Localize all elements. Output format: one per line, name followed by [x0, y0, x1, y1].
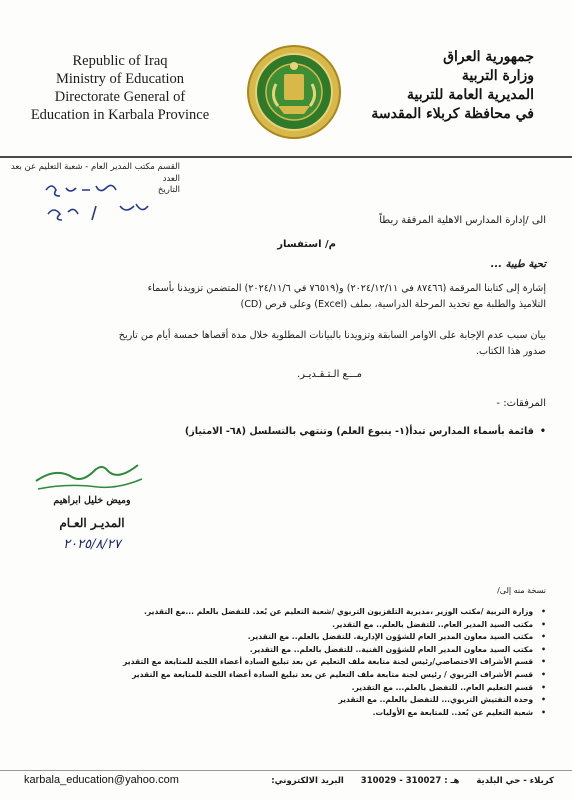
- footer-phone: هـ : 310027 - 310029: [360, 776, 460, 786]
- cc-item: • قسم الأشراف الاختصاصي/رئيس لجنة متابعة ملف التعليم عن بعد تبليغ السادة أعضاء اللجنة للمتابعة مع التقدير: [26, 656, 546, 669]
- cc-item: • وزارة التربية /مكتب الوزير ،مديرية التلفزيون التربوي /شعبة التعليم عن بُعد. للتفضل بالعلم ...مع التقدير.: [26, 606, 546, 619]
- letterhead-en-line: Ministry of Education: [55, 71, 185, 87]
- cc-item: • قسم التعليم العام.. للتفضل بالعلم... مع التقدير.: [26, 682, 546, 695]
- body-line: بيان سبب عدم الإجابة على الاوامر السابقة وتزويدنا بالبيانات المطلوبة خلال مدة أقصاها خمسة أيام من تاريخ: [118, 330, 546, 341]
- letterhead-ar-line: جمهورية العراق: [443, 49, 534, 65]
- cc-item: • قسم الأشراف التربوي / رئيس لجنة متابعة ملف التعليم عن بعد تبليغ السادة أعضاء اللجنة للمتابعة مع التقدير: [26, 669, 546, 682]
- header-divider: [0, 156, 572, 158]
- date-label: التاريخ: [157, 185, 180, 195]
- letterhead-en-line: Education in Karbala Province: [30, 107, 210, 123]
- cc-item: • شعبة التعليم عن بُعد.. للمتابعة مع الأوليات.: [26, 707, 546, 720]
- attachments-heading: المرفقات: -: [496, 398, 546, 409]
- body-paragraph-2: [26, 328, 546, 359]
- cc-heading: نسخة منه إلى/: [497, 586, 546, 595]
- footer-email-label: البريد الالكتروني:: [271, 776, 344, 786]
- signatory-name: وميض خليل ابراهيم: [53, 495, 131, 506]
- letterhead-ar-line: المديرية العامة للتربية: [406, 87, 534, 103]
- ministry-seal-icon: [246, 44, 342, 140]
- signature-block: [38, 490, 146, 556]
- closing-regards: مـــع الـتـقـديـر.: [297, 369, 362, 380]
- cc-item: • مكتب السيد معاون المدير العام للشؤون الإدارية. للتفضل بالعلم.. مع التقدير.: [26, 631, 546, 644]
- signatory-title: المديـر العـام: [59, 516, 125, 530]
- footer-address: كربلاء - حي البلدية: [476, 776, 554, 786]
- cc-item: • مكتب السيد معاون المدير العام للشؤون الفنية.. للتفضل بالعلم.. مع التقدير.: [26, 644, 546, 657]
- letterhead-english: [30, 52, 210, 124]
- number-label: العدد: [162, 173, 180, 184]
- body-line: صدور هذا الكتاب.: [475, 345, 546, 357]
- cc-item: • وحدة التفتيش التربوي... للتفضل بالعلم.. مع التقدير: [26, 694, 546, 707]
- cc-list: [26, 606, 546, 719]
- letterhead-ar-line: وزارة التربية: [461, 68, 534, 84]
- signature-date: ٢٠٢٥/٨/٢٧: [63, 537, 121, 552]
- recipient-line: الى /إدارة المدارس الاهلية المرفقة ربطاً: [379, 215, 546, 226]
- body-line: التلاميذ والطلبة مع تحديد المرحلة الدراسية، بملف (Excel) وعلى قرص (CD): [240, 298, 546, 310]
- signature-handwritten-icon: [30, 455, 150, 495]
- footer-contact: [257, 776, 554, 786]
- letterhead-ar-line: في محافظة كربلاء المقدسة: [371, 106, 534, 122]
- handwritten-reference-mark: [36, 176, 166, 226]
- letterhead-en-line: Republic of Iraq: [72, 53, 168, 69]
- section-label: القسم مكتب المدير العام - شعبة التعليم عن بعد: [10, 162, 180, 172]
- letterhead-en-line: Directorate General of: [54, 89, 186, 105]
- attachment-item: • قائمة بأسماء المدارس تبدأ(١- ينبوع العلم) وتنتهي بالتسلسل (٦٨- الامتياز): [185, 426, 546, 437]
- subject-line: م/ استفسار: [277, 239, 336, 250]
- letterhead-arabic: [364, 48, 534, 124]
- cc-item: • مكتب السيد المدير العام.. للتفضل بالعلم.. مع التقدير.: [26, 619, 546, 632]
- greeting: تحية طيبة ...: [490, 259, 546, 270]
- footer-email: karbala_education@yahoo.com: [24, 774, 179, 786]
- body-paragraph-1: [26, 281, 546, 312]
- body-line: إشارة إلى كتابنا المرقمة (٨٧٤٦٦ في ٢٠٢٤/١٢/١١) و(٧٦٥١٩ في ٢٠٢٤/١١/٦) المتضمن تزويدنا بأسماء: [147, 283, 546, 294]
